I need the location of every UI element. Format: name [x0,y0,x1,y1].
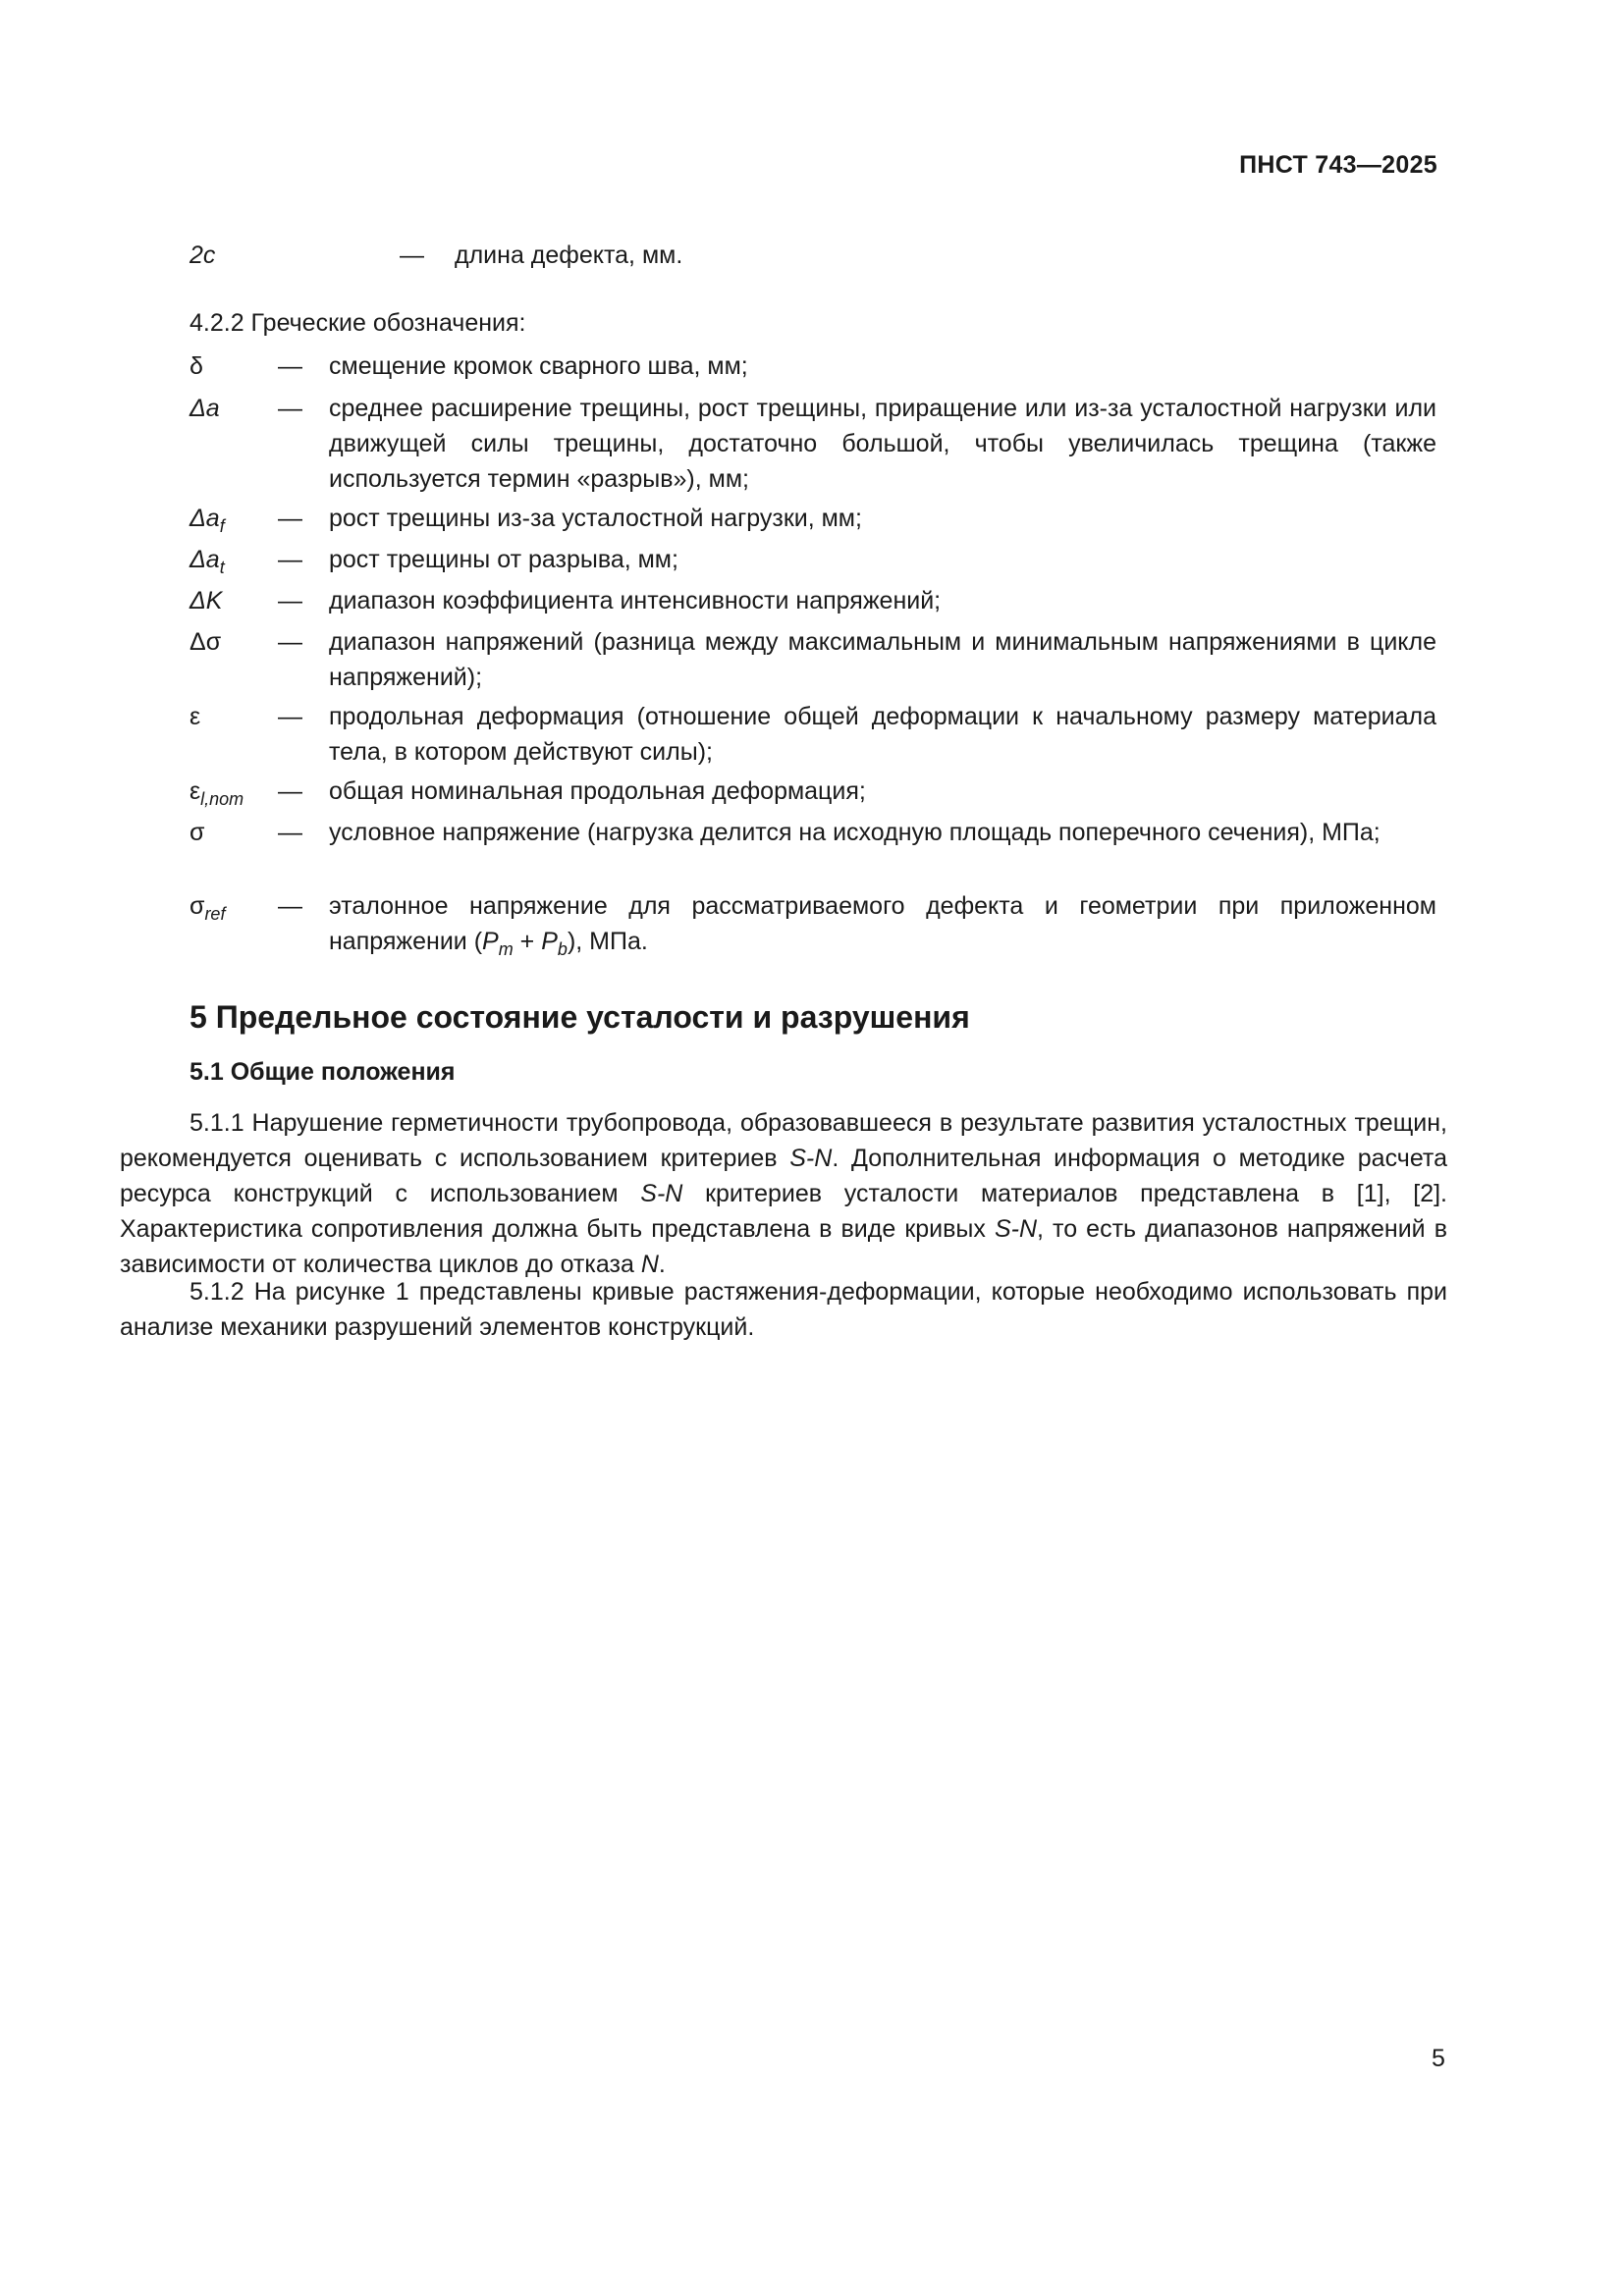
dash: — [278,819,302,846]
symbol: Δσ [189,628,222,656]
dash: — [278,352,302,380]
symbol-description: рост трещины от разрыва, мм; [329,546,678,573]
symbol-description: диапазон коэффициента интенсивности напряжений; [329,587,942,614]
document-code: ПНСТ 743—2025 [1239,151,1437,179]
symbol: δ [189,352,203,380]
symbol: $\Delta a_f$ [189,505,225,536]
dash: — [278,777,302,805]
greek-item [189,699,1436,770]
greek-item [189,583,1436,618]
dash: — [278,505,302,532]
paragraph-5-1-1: 5.1.1 Нарушение герметичности трубопровода, образовавшееся в результате развития усталостных трещин, рекомендуется оценивать с использованием критериев S-N. Дополнительная информация о методике расчета ресурса конструкций с использованием S-N критериев усталости материалов представлена в [1], [2]. Характеристика сопротивления должна быть представлена в виде кривых S-N, то есть диапазонов напряжений в зависимости от количества циклов до отказа N. [120,1109,1447,1278]
symbol-description: длина дефекта, мм. [455,241,683,269]
subsection-title: 5.1 Общие положения [189,1058,456,1086]
symbol-description: общая номинальная продольная деформация; [329,777,866,805]
symbol-description: рост трещины из-за усталостной нагрузки, мм; [329,505,862,532]
symbol-row-2c [189,238,1436,273]
greek-item [189,815,1436,850]
symbol: $\sigma_{ref}$ [189,892,226,924]
symbol-description: смещение кромок сварного шва, мм; [329,352,748,380]
greek-item [189,501,1436,536]
section-title: 5 Предельное состояние усталости и разрушения [189,999,970,1035]
symbol: σ [189,819,205,846]
symbol-description: среднее расширение трещины, рост трещины, приращение или из-за усталостной нагрузки или движущей силы трещины, достаточно большой, чтобы увеличилась трещина (также используется термин «разрыв»), мм; [329,395,1436,493]
dash: — [278,587,302,614]
dash: — [278,892,302,920]
dash: — [278,395,302,422]
greek-item [189,774,1436,809]
symbol-description: эталонное напряжение для рассматриваемого дефекта и геометрии при приложенном напряжении $(P_m + P_b)$, МПа. [329,892,1436,959]
greek-heading: 4.2.2 Греческие обозначения: [189,309,526,337]
dash: — [278,546,302,573]
dash: — [278,703,302,730]
greek-item [189,348,1436,384]
dash: — [400,241,424,269]
symbol: ΔK [189,587,223,614]
symbol: $\Delta a_t$ [189,546,225,577]
symbol-description: условное напряжение (нагрузка делится на исходную площадь поперечного сечения), МПа; [329,819,1380,846]
greek-item [189,888,1436,959]
greek-item [189,542,1436,577]
paragraph-5-1-2: 5.1.2 На рисунке 1 представлены кривые растяжения-деформации, которые необходимо использовать при анализе механики разрушений элементов конструкций. [120,1278,1447,1341]
greek-item [189,624,1436,695]
symbol-description: диапазон напряжений (разница между максимальным и минимальным напряжениями в цикле напряжений); [329,628,1436,691]
page-number: 5 [1432,2045,1445,2072]
symbol: ε [189,703,201,730]
symbol: 2c [189,241,216,269]
greek-item [189,391,1436,497]
symbol: Δa [189,395,220,422]
dash: — [278,628,302,656]
symbol-description: продольная деформация (отношение общей деформации к начальному размеру материала тела, в котором действуют силы); [329,703,1436,766]
symbol: $\varepsilon_{l,nom}$ [189,777,244,809]
